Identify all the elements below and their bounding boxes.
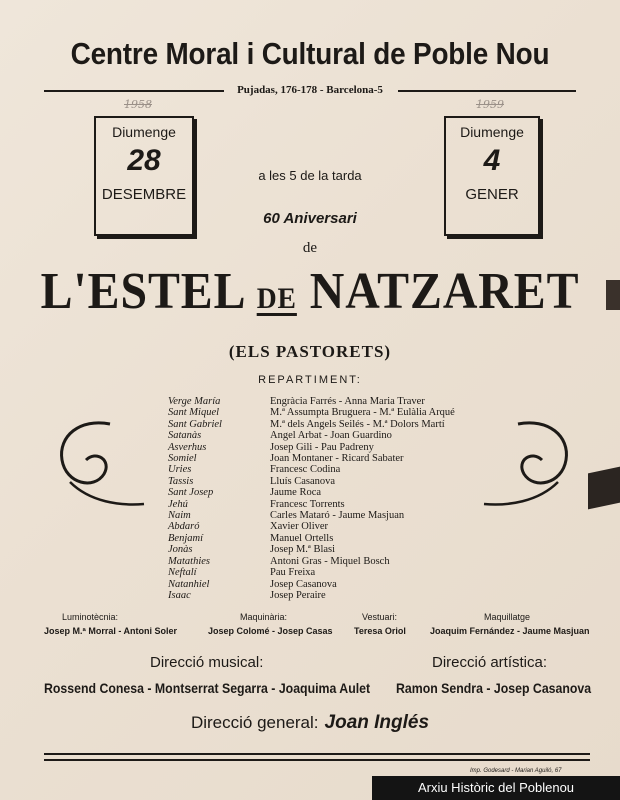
cast-row — [168, 533, 455, 544]
cast-role: Isaac — [168, 589, 191, 601]
pencil-note-right: 1959 — [476, 98, 504, 111]
cast-role: Tassis — [168, 475, 194, 487]
cast-row — [168, 430, 455, 441]
poster-title: Centre Moral i Cultural de Poble Nou — [70, 36, 550, 71]
play-title-part1: L'ESTEL — [40, 263, 244, 320]
cast-list — [168, 396, 455, 601]
cast-actor: Manuel Ortells — [270, 532, 334, 544]
general-direction-label: Direcció general: — [190, 713, 319, 732]
cast-actor: Carles Mataró - Jaume Masjuan — [270, 510, 405, 522]
repartiment-label: REPARTIMENT: — [258, 374, 362, 386]
cast-actor: Engràcia Farrés - Anna Maria Traver — [270, 396, 425, 407]
crew-lighting-names: Josep M.ª Morral - Antoni Soler — [44, 626, 178, 636]
date-left-month: DESEMBRE — [101, 186, 187, 203]
flourish-right-icon — [478, 416, 588, 512]
cast-role: Neftalí — [168, 567, 197, 579]
artistic-direction-names: Ramon Sendra - Josep Casanova — [396, 680, 592, 696]
date-right-weekday: Diumenge — [460, 124, 524, 140]
musical-direction-label: Direcció musical: — [150, 654, 264, 671]
cast-role: Somiel — [168, 453, 197, 465]
cast-actor: Angel Arbat - Joan Guardino — [270, 430, 392, 442]
play-title — [25, 262, 595, 321]
cast-role: Verge María — [168, 396, 221, 407]
cast-row — [168, 396, 455, 407]
cast-role: Abdaró — [168, 521, 200, 533]
cast-role: Matathies — [168, 555, 210, 567]
cast-role: Asverhus — [168, 441, 207, 453]
cast-role: Sant Miquel — [168, 407, 220, 419]
pencil-note-left: 1958 — [124, 98, 152, 111]
crew-makeup-names: Joaquim Fernández - Jaume Masjuan — [430, 626, 590, 636]
musical-direction-names: Rossend Conesa - Montserrat Segarra - Joaquima Aulet — [44, 680, 371, 696]
cast-row — [168, 590, 455, 601]
bottom-rule-2 — [44, 759, 590, 761]
cast-role: Jonàs — [168, 544, 193, 556]
cast-actor: Josep Gili - Pau Padreny — [270, 441, 374, 453]
flourish-left-icon — [40, 416, 150, 512]
cast-actor: Josep M.ª Blasi — [270, 544, 336, 556]
cast-role: Jehú — [168, 498, 188, 510]
play-title-part3: NATZARET — [309, 263, 580, 320]
crew-machinery-names: Josep Colomé - Josep Casas — [208, 626, 333, 636]
cast-actor: Jaume Roca — [270, 487, 322, 499]
cast-row — [168, 499, 455, 510]
date-right-month: GENER — [465, 186, 519, 203]
bottom-rule-1 — [44, 753, 590, 755]
crew-makeup-label: Maquillatge — [484, 612, 531, 622]
general-direction — [0, 712, 620, 734]
cast-row — [168, 579, 455, 590]
cast-actor: Pau Freixa — [270, 567, 316, 579]
date-right-day: 4 — [483, 144, 501, 177]
cast-row — [168, 453, 455, 464]
cast-row — [168, 442, 455, 453]
cast-row — [168, 521, 455, 532]
cast-actor: Josep Peraire — [270, 589, 326, 601]
address: Pujadas, 176-178 - Barcelona-5 — [237, 84, 383, 96]
artistic-direction-label: Direcció artística: — [432, 654, 548, 671]
cast-actor: M.ª dels Angels Seilés - M.ª Dolors Martí — [270, 418, 445, 430]
date-left-weekday: Diumenge — [112, 124, 176, 140]
cast-actor: Antoni Gras - Miquel Bosch — [270, 555, 390, 567]
archive-watermark: Arxiu Històric del Poblenou — [372, 776, 620, 800]
cast-row — [168, 476, 455, 487]
cast-actor: Joan Montaner - Ricard Sabater — [270, 453, 404, 465]
crew-costume-label: Vestuari: — [362, 612, 398, 622]
cast-actor: Francesc Codina — [270, 464, 341, 476]
torn-edge — [588, 467, 620, 510]
date-left-day: 28 — [127, 144, 161, 177]
cast-role: Uries — [168, 464, 192, 476]
general-direction-name: Joan Inglés — [324, 712, 430, 733]
cast-role: Satanàs — [168, 430, 202, 442]
anniversary: 60 Aniversari — [263, 210, 357, 227]
cast-role: Benjamí — [168, 532, 203, 544]
cast-row — [168, 487, 455, 498]
crew-machinery-label: Maquinària: — [240, 612, 288, 622]
cast-actor: Francesc Torrents — [270, 498, 345, 510]
cast-row — [168, 510, 455, 521]
subtitle: (ELS PASTORETS) — [228, 342, 392, 361]
time-text: a les 5 de la tarda — [258, 168, 362, 183]
cast-row — [168, 419, 455, 430]
cast-role: Natanhiel — [168, 578, 210, 590]
cast-actor: Xavier Oliver — [270, 521, 329, 533]
torn-edge-top — [606, 280, 620, 310]
cast-actor: Josep Casanova — [270, 578, 337, 590]
crew-costume-names: Teresa Oriol — [354, 626, 406, 636]
cast-role: Sant Josep — [168, 487, 214, 499]
play-title-part2: DE — [256, 282, 297, 315]
printer-credit: Imp. Godesard - Marian Aguiló, 67 — [470, 768, 562, 774]
cast-row — [168, 544, 455, 555]
cast-actor: Lluís Casanova — [270, 475, 336, 487]
cast-row — [168, 556, 455, 567]
cast-row — [168, 567, 455, 578]
crew-lighting-label: Luminotècnia: — [62, 612, 119, 622]
cast-role: Naim — [168, 510, 191, 522]
cast-row — [168, 464, 455, 475]
cast-role: Sant Gabriel — [168, 418, 222, 430]
cast-row — [168, 407, 455, 418]
cast-actor: M.ª Assumpta Bruguera - M.ª Eulàlia Arqué — [270, 407, 455, 419]
connector-de: de — [302, 240, 318, 256]
